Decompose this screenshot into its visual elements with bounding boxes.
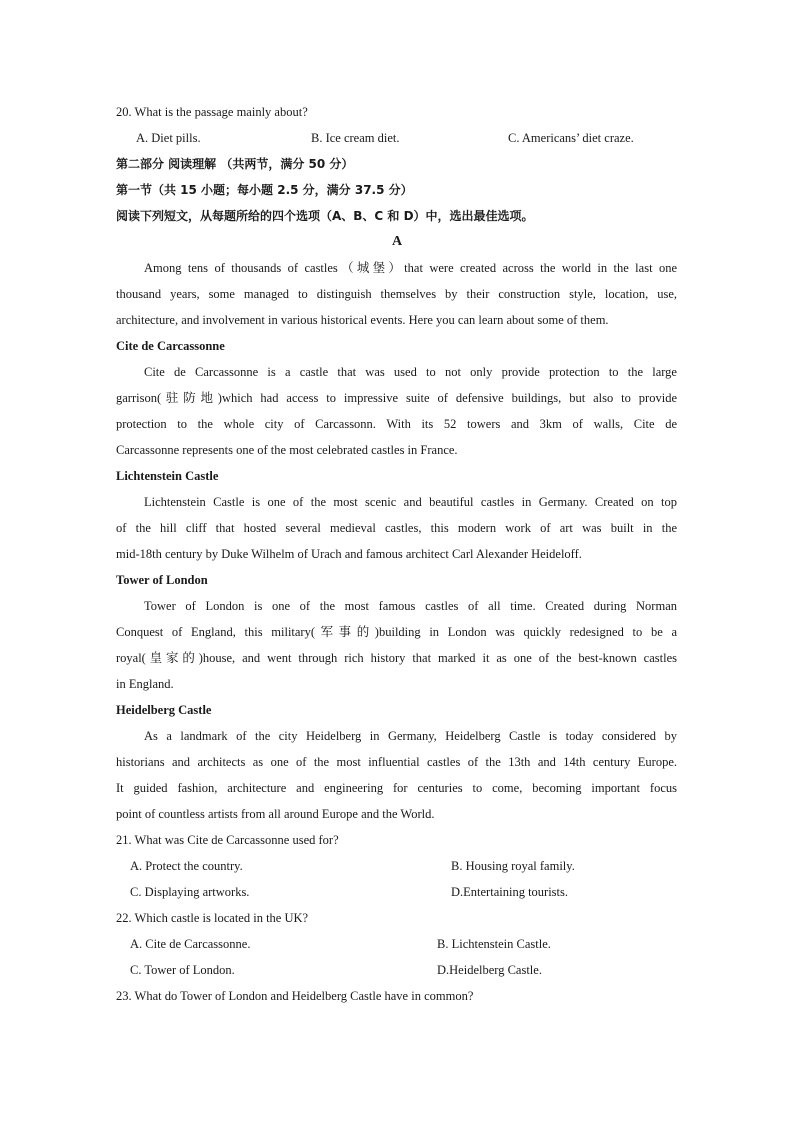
q20-option-b: B. Ice cream diet.: [311, 131, 400, 145]
q20-option-c: C. Americans’ diet craze.: [508, 131, 634, 145]
q21-option-d: D.Entertaining tourists.: [451, 885, 568, 899]
lichtenstein-line-2: of the hill cliff that hosted several medieval castles, this modern work of art was built in the: [116, 521, 677, 535]
lichtenstein-line-1: Lichtenstein Castle is one of the most scenic and beautiful castles in Germany. Created on top: [144, 495, 677, 509]
q22-option-d: D.Heidelberg Castle.: [437, 963, 542, 977]
q20-stem: 20. What is the passage mainly about?: [116, 105, 308, 119]
section1-title: 第一节（共 15 小题；每小题 2.5 分，满分 37.5 分）: [116, 183, 413, 197]
q21-option-a: A. Protect the country.: [130, 859, 243, 873]
section-heading-lichtenstein: Lichtenstein Castle: [116, 469, 219, 483]
carcassonne-line-2: garrison(驻防地)which had access to impressive suite of defensive buildings, but also to provide: [116, 391, 677, 405]
heidelberg-line-2: historians and architects as one of the most influential castles of the 13th and 14th century Europe.: [116, 755, 677, 769]
q22-option-c: C. Tower of London.: [130, 963, 235, 977]
q22-option-a: A. Cite de Carcassonne.: [130, 937, 251, 951]
heidelberg-line-3: It guided fashion, architecture and engineering for centuries to come, becoming important focus: [116, 781, 677, 795]
heidelberg-line-4: point of countless artists from all around Europe and the World.: [116, 807, 435, 821]
q21-option-b: B. Housing royal family.: [451, 859, 575, 873]
tower-line-3: royal(皇家的)house, and went through rich history that marked it as one of the best-known castles: [116, 651, 677, 665]
intro-line-2: thousand years, some managed to distinguish themselves by their construction style, location, use,: [116, 287, 677, 301]
part2-title: 第二部分 阅读理解 （共两节，满分 50 分）: [116, 157, 354, 171]
passage-label: A: [391, 234, 403, 249]
q23-stem: 23. What do Tower of London and Heidelberg Castle have in common?: [116, 989, 474, 1003]
section-heading-carcassonne: Cite de Carcassonne: [116, 339, 225, 353]
tower-line-2: Conquest of England, this military(军事的)building in London was quickly redesigned to be a: [116, 625, 677, 639]
tower-line-4: in England.: [116, 677, 174, 691]
q20-option-a: A. Diet pills.: [136, 131, 201, 145]
q22-option-b: B. Lichtenstein Castle.: [437, 937, 551, 951]
instruction: 阅读下列短文，从每题所给的四个选项（A、B、C 和 D）中，选出最佳选项。: [116, 209, 534, 223]
heidelberg-line-1: As a landmark of the city Heidelberg in Germany, Heidelberg Castle is today considered by: [144, 729, 677, 743]
q21-option-c: C. Displaying artworks.: [130, 885, 250, 899]
carcassonne-line-3: protection to the whole city of Carcassonn. With its 52 towers and 3km of walls, Cite de: [116, 417, 677, 431]
section-heading-heidelberg: Heidelberg Castle: [116, 703, 212, 717]
intro-line-3: architecture, and involvement in various historical events. Here you can learn about some of them.: [116, 313, 609, 327]
section-heading-tower: Tower of London: [116, 573, 208, 587]
intro-line-1: Among tens of thousands of castles（城堡）that were created across the world in the last one: [144, 261, 677, 275]
q21-stem: 21. What was Cite de Carcassonne used for?: [116, 833, 339, 847]
tower-line-1: Tower of London is one of the most famous castles of all time. Created during Norman: [144, 599, 677, 613]
lichtenstein-line-3: mid-18th century by Duke Wilhelm of Urach and famous architect Carl Alexander Heideloff.: [116, 547, 582, 561]
carcassonne-line-4: Carcassonne represents one of the most celebrated castles in France.: [116, 443, 458, 457]
q22-stem: 22. Which castle is located in the UK?: [116, 911, 309, 925]
carcassonne-line-1: Cite de Carcassonne is a castle that was used to not only provide protection to the large: [144, 365, 677, 379]
